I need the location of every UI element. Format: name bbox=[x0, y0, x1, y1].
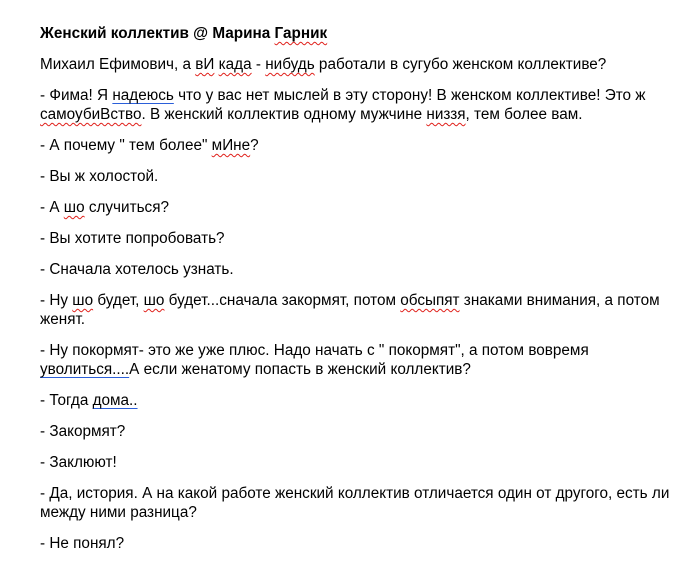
text-run: - А почему " тем более" bbox=[40, 137, 212, 154]
text-run: - Ну покормят- это же уже плюс. Надо начать с " покормят", а потом вовремя bbox=[40, 342, 589, 359]
text-run: случиться? bbox=[84, 199, 169, 216]
text-run: - Тогда bbox=[40, 392, 93, 409]
spelling-error-word: обсыпят bbox=[400, 292, 460, 309]
text-run: работали в сугубо женском коллективе? bbox=[314, 56, 607, 73]
paragraph bbox=[40, 198, 670, 217]
spelling-error-word: шо bbox=[63, 199, 85, 216]
text-run: - Закормят? bbox=[40, 423, 126, 440]
spelling-error-word: када bbox=[218, 56, 252, 73]
text-run: А если женатому попасть в женский коллектив? bbox=[129, 361, 471, 378]
paragraph bbox=[40, 453, 670, 472]
paragraph-list bbox=[40, 55, 670, 553]
document-body bbox=[40, 24, 670, 565]
grammar-flag-text: уволиться.... bbox=[40, 361, 130, 378]
spelling-error-word: шо bbox=[72, 292, 94, 309]
paragraph bbox=[40, 291, 670, 329]
text-run: - Да, история. А на какой работе женский коллектив отличается один от другого, есть ли между ними разница? bbox=[40, 485, 670, 521]
text-run: - Ну bbox=[40, 292, 73, 309]
grammar-flag-text: надеюсь bbox=[112, 87, 174, 104]
text-run: - Сначала хотелось узнать. bbox=[40, 261, 234, 278]
paragraph bbox=[40, 484, 670, 522]
paragraph bbox=[40, 167, 670, 186]
text-run: ? bbox=[250, 137, 259, 154]
paragraph bbox=[40, 136, 670, 155]
paragraph bbox=[40, 391, 670, 410]
text-run: Михаил Ефимович, а bbox=[40, 56, 196, 73]
text-run: - Фима! Я bbox=[40, 87, 113, 104]
paragraph bbox=[40, 55, 670, 74]
paragraph bbox=[40, 229, 670, 248]
text-run: - Вы ж холостой. bbox=[40, 168, 159, 185]
text-run: . В женский коллектив одному мужчине bbox=[141, 106, 427, 123]
paragraph bbox=[40, 341, 670, 379]
spelling-error-word: нибудь bbox=[265, 56, 315, 73]
spelling-error-word: Гарник bbox=[274, 25, 328, 42]
text-run: будет, bbox=[93, 292, 144, 309]
document-title bbox=[40, 24, 670, 43]
grammar-flag-text: дома.. bbox=[92, 392, 138, 409]
text-run: - bbox=[251, 56, 266, 73]
text-run: - Не понял? bbox=[40, 535, 125, 552]
text-run: Женский коллектив @ Марина bbox=[40, 25, 275, 42]
spelling-error-word: мИне bbox=[211, 137, 251, 154]
text-run: - Заклюют! bbox=[40, 454, 117, 471]
spelling-error-word: вИ bbox=[195, 56, 215, 73]
spelling-error-word: самоубиВство bbox=[40, 106, 142, 123]
text-run: будет...сначала закормят, потом bbox=[164, 292, 401, 309]
text-run: - Вы хотите попробовать? bbox=[40, 230, 225, 247]
text-run: , тем более вам. bbox=[465, 106, 583, 123]
text-run: знаками внимания, а потом женят. bbox=[40, 292, 660, 328]
text-run: что у вас нет мыслей в эту сторону! В женском коллективе! Это ж bbox=[173, 87, 646, 104]
paragraph bbox=[40, 422, 670, 441]
spelling-error-word: низзя bbox=[426, 106, 466, 123]
paragraph bbox=[40, 260, 670, 279]
paragraph bbox=[40, 86, 670, 124]
paragraph bbox=[40, 534, 670, 553]
text-run: - А bbox=[40, 199, 64, 216]
spelling-error-word: шо bbox=[143, 292, 165, 309]
